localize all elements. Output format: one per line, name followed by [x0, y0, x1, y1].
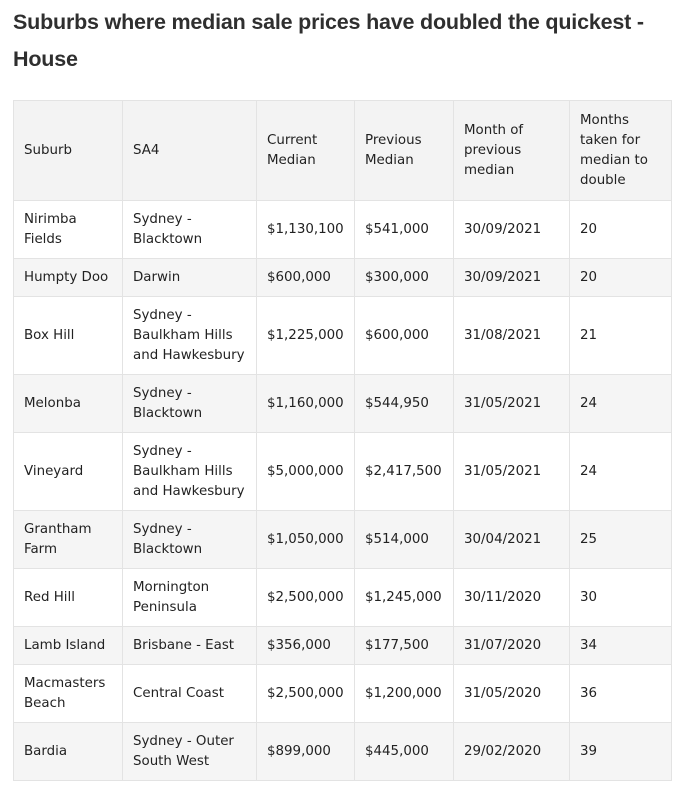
cell-current-median: $2,500,000 — [257, 569, 355, 627]
cell-current-median: $1,050,000 — [257, 511, 355, 569]
table-row — [14, 627, 672, 665]
cell-months-to-double: 24 — [570, 375, 672, 433]
cell-suburb: Lamb Island — [14, 627, 123, 665]
cell-previous-median: $2,417,500 — [355, 433, 454, 511]
cell-months-to-double: 20 — [570, 259, 672, 297]
table-body — [14, 201, 672, 781]
cell-current-median: $1,130,100 — [257, 201, 355, 259]
cell-months-to-double: 30 — [570, 569, 672, 627]
table-row — [14, 201, 672, 259]
cell-previous-median: $541,000 — [355, 201, 454, 259]
cell-previous-median: $514,000 — [355, 511, 454, 569]
table-row — [14, 665, 672, 723]
table-row — [14, 511, 672, 569]
suburbs-table — [13, 100, 672, 781]
cell-month: 31/05/2021 — [454, 433, 570, 511]
table-row — [14, 569, 672, 627]
cell-current-median: $5,000,000 — [257, 433, 355, 511]
cell-previous-median: $445,000 — [355, 723, 454, 781]
cell-current-median: $600,000 — [257, 259, 355, 297]
cell-month: 31/05/2020 — [454, 665, 570, 723]
cell-month: 31/07/2020 — [454, 627, 570, 665]
cell-month: 30/04/2021 — [454, 511, 570, 569]
cell-sa4: Sydney - Outer South West — [123, 723, 257, 781]
cell-previous-median: $1,200,000 — [355, 665, 454, 723]
cell-suburb: Macmasters Beach — [14, 665, 123, 723]
cell-previous-median: $1,245,000 — [355, 569, 454, 627]
cell-month: 31/05/2021 — [454, 375, 570, 433]
table-row — [14, 723, 672, 781]
cell-suburb: Melonba — [14, 375, 123, 433]
page-title: Suburbs where median sale prices have doubled the quickest - House — [13, 10, 644, 71]
cell-sa4: Sydney - Blacktown — [123, 511, 257, 569]
cell-months-to-double: 39 — [570, 723, 672, 781]
table-row — [14, 433, 672, 511]
cell-current-median: $1,225,000 — [257, 297, 355, 375]
cell-previous-median: $544,950 — [355, 375, 454, 433]
cell-months-to-double: 21 — [570, 297, 672, 375]
cell-suburb: Bardia — [14, 723, 123, 781]
header-months-to-double: Months taken for median to double — [570, 101, 672, 201]
cell-sa4: Central Coast — [123, 665, 257, 723]
cell-current-median: $356,000 — [257, 627, 355, 665]
table-row — [14, 259, 672, 297]
table-header-row — [14, 101, 672, 201]
cell-suburb: Vineyard — [14, 433, 123, 511]
cell-months-to-double: 25 — [570, 511, 672, 569]
cell-suburb: Nirimba Fields — [14, 201, 123, 259]
cell-current-median: $899,000 — [257, 723, 355, 781]
cell-previous-median: $177,500 — [355, 627, 454, 665]
cell-sa4: Brisbane - East — [123, 627, 257, 665]
cell-sa4: Darwin — [123, 259, 257, 297]
header-sa4: SA4 — [123, 101, 257, 201]
cell-sa4: Sydney - Blacktown — [123, 201, 257, 259]
cell-months-to-double: 34 — [570, 627, 672, 665]
header-previous-median: Previous Median — [355, 101, 454, 201]
cell-month: 30/11/2020 — [454, 569, 570, 627]
cell-suburb: Box Hill — [14, 297, 123, 375]
cell-previous-median: $300,000 — [355, 259, 454, 297]
table-row — [14, 297, 672, 375]
cell-month: 29/02/2020 — [454, 723, 570, 781]
cell-sa4: Sydney - Blacktown — [123, 375, 257, 433]
cell-suburb: Grantham Farm — [14, 511, 123, 569]
cell-month: 31/08/2021 — [454, 297, 570, 375]
cell-suburb: Red Hill — [14, 569, 123, 627]
cell-months-to-double: 36 — [570, 665, 672, 723]
cell-current-median: $2,500,000 — [257, 665, 355, 723]
cell-sa4: Sydney - Baulkham Hills and Hawkesbury — [123, 297, 257, 375]
cell-month: 30/09/2021 — [454, 201, 570, 259]
header-month-previous-median: Month of previous median — [454, 101, 570, 201]
header-suburb: Suburb — [14, 101, 123, 201]
cell-sa4: Mornington Peninsula — [123, 569, 257, 627]
cell-months-to-double: 20 — [570, 201, 672, 259]
cell-suburb: Humpty Doo — [14, 259, 123, 297]
table-row — [14, 375, 672, 433]
cell-previous-median: $600,000 — [355, 297, 454, 375]
cell-sa4: Sydney - Baulkham Hills and Hawkesbury — [123, 433, 257, 511]
cell-current-median: $1,160,000 — [257, 375, 355, 433]
cell-month: 30/09/2021 — [454, 259, 570, 297]
header-current-median: Current Median — [257, 101, 355, 201]
cell-months-to-double: 24 — [570, 433, 672, 511]
